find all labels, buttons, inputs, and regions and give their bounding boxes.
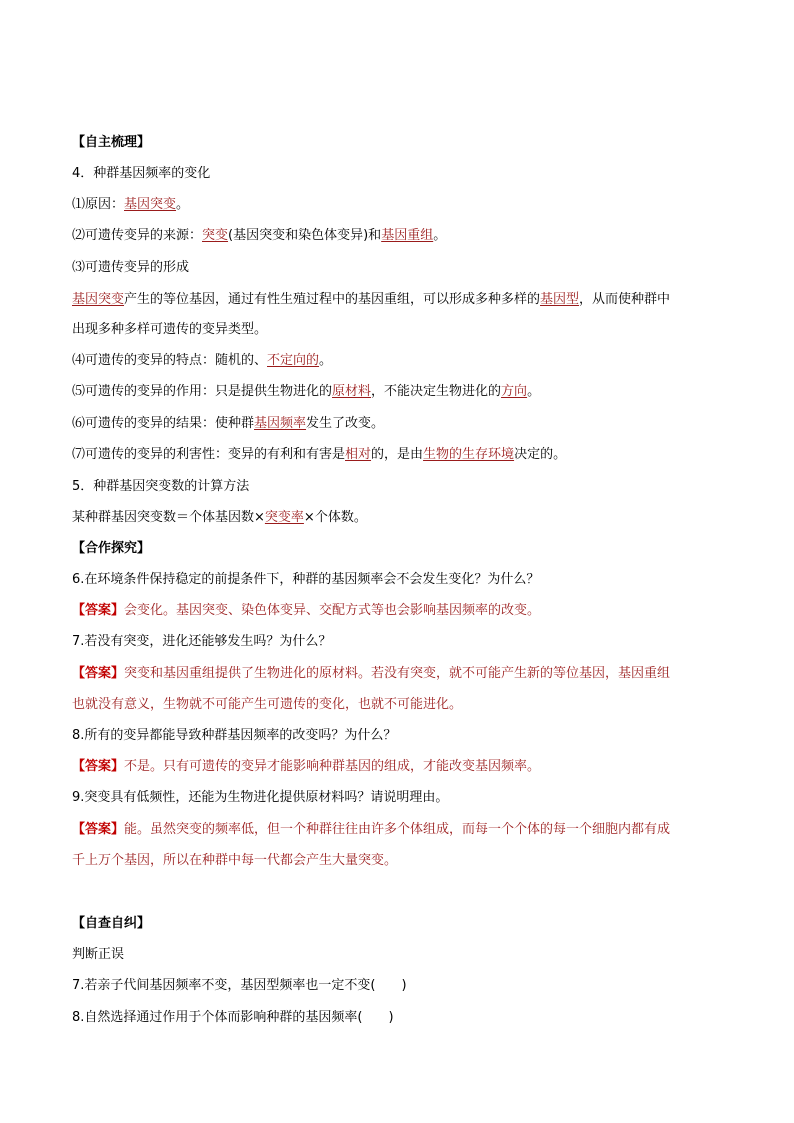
paragraph-text: 产生的等位基因，通过有性生殖过程中的基因重组，可以形成多种多样的 xyxy=(124,292,541,307)
question-8: 8.所有的变异都能导致种群基因频率的改变吗？为什么？ xyxy=(72,728,397,743)
answer-tag: 【答案】 xyxy=(72,759,125,774)
answer-8 xyxy=(72,759,540,775)
answer-tag: 【答案】 xyxy=(72,822,125,837)
blank-answer: 基因频率 xyxy=(254,416,307,431)
blank-answer: 突变率 xyxy=(264,510,304,525)
point-5-text: ⑸可遗传的变异的作用：只是提供生物进化的 xyxy=(72,384,333,399)
blank-answer: 生物的生存环境 xyxy=(423,447,515,462)
point-1-end: 。 xyxy=(176,197,190,212)
blank-answer: 原材料 xyxy=(332,384,372,399)
point-4 xyxy=(72,353,332,369)
point-4-text: ⑷可遗传的变异的特点：随机的、 xyxy=(72,353,268,368)
question-9: 9.突变具有低频性，还能为生物进化提供原材料吗？请说明理由。 xyxy=(72,790,449,805)
answer-tag: 【答案】 xyxy=(72,666,125,681)
answer-text: 能。虽然突变的频率低，但一个种群往往由许多个体组成，而每一个个体的每一个细胞内都有成 xyxy=(124,822,671,837)
blank-answer: 基因突变 xyxy=(72,292,125,307)
point-6-end: 发生了改变。 xyxy=(306,416,385,431)
blank-answer: 基因重组 xyxy=(381,228,434,243)
point-5-mid: ，不能决定生物进化的 xyxy=(371,384,502,399)
answer-tag: 【答案】 xyxy=(72,603,125,618)
judge-item-7: 7.若亲子代间基因频率不变，基因型频率也一定不变( ) xyxy=(72,978,407,993)
point-7-end: 决定的。 xyxy=(514,447,567,462)
point-5-end: 。 xyxy=(527,384,541,399)
point-5 xyxy=(72,384,540,400)
judge-subtitle: 判断正误 xyxy=(72,947,125,962)
blank-answer: 不定向的 xyxy=(267,353,320,368)
answer-9-line-2: 千上万个基因，所以在种群中每一代都会产生大量突变。 xyxy=(72,853,398,868)
item-5-title: 5．种群基因突变数的计算方法 xyxy=(72,479,250,494)
section-heading-cooperative: 【合作探究】 xyxy=(72,541,151,556)
question-6: 6.在环境条件保持稳定的前提条件下，种群的基因频率会不会发生变化？为什么？ xyxy=(72,572,540,587)
answer-7-line-2: 也就没有意义，生物就不可能产生可遗传的变化，也就不可能进化。 xyxy=(72,697,463,712)
answer-text: 突变和基因重组提供了生物进化的原材料。若没有突变，就不可能产生新的等位基因，基因重组 xyxy=(124,666,671,681)
item-4-title: 4．种群基因频率的变化 xyxy=(72,166,211,181)
point-2-text: ⑵可遗传变异的来源： xyxy=(72,228,203,243)
answer-6 xyxy=(72,603,540,619)
formula-text: 某种群基因突变数＝个体基因数× xyxy=(72,510,265,525)
point-2-mid: (基因突变和染色体变异)和 xyxy=(228,228,382,243)
point-2 xyxy=(72,228,446,244)
section-heading-self-review: 【自主梳理】 xyxy=(72,135,151,150)
answer-text: 不是。只有可遗传的变异才能影响种群基因的组成，才能改变基因频率。 xyxy=(124,759,541,774)
point-4-end: 。 xyxy=(319,353,333,368)
point-7-text: ⑺可遗传的变异的利害性：变异的有利和有害是 xyxy=(72,447,346,462)
point-2-end: 。 xyxy=(433,228,447,243)
blank-answer: 方向 xyxy=(501,384,528,399)
formula-line xyxy=(72,510,367,526)
paragraph-line-1 xyxy=(72,292,670,308)
section-heading-self-check: 【自查自纠】 xyxy=(72,916,151,931)
point-6-text: ⑹可遗传的变异的结果：使种群 xyxy=(72,416,255,431)
point-1 xyxy=(72,197,189,213)
question-7: 7.若没有突变，进化还能够发生吗？为什么？ xyxy=(72,634,332,649)
paragraph-line-2: 出现多种多样可遗传的变异类型。 xyxy=(72,322,268,337)
blank-answer: 突变 xyxy=(202,228,229,243)
blank-answer: 相对 xyxy=(345,447,372,462)
paragraph-text: ，从而使种群中 xyxy=(579,292,671,307)
judge-item-8: 8.自然选择通过作用于个体而影响种群的基因频率( ) xyxy=(72,1010,394,1025)
answer-9-line-1 xyxy=(72,822,670,838)
formula-end: ×个体数。 xyxy=(303,510,367,525)
point-1-text: ⑴原因： xyxy=(72,197,125,212)
blank-answer: 基因型 xyxy=(540,292,580,307)
blank-answer: 基因突变 xyxy=(124,197,177,212)
answer-7-line-1 xyxy=(72,666,670,682)
point-6 xyxy=(72,416,384,432)
point-7 xyxy=(72,447,566,463)
answer-text: 会变化。基因突变、染色体变异、交配方式等也会影响基因频率的改变。 xyxy=(124,603,541,618)
point-3: ⑶可遗传变异的形成 xyxy=(72,260,190,275)
point-7-mid: 的，是由 xyxy=(371,447,424,462)
